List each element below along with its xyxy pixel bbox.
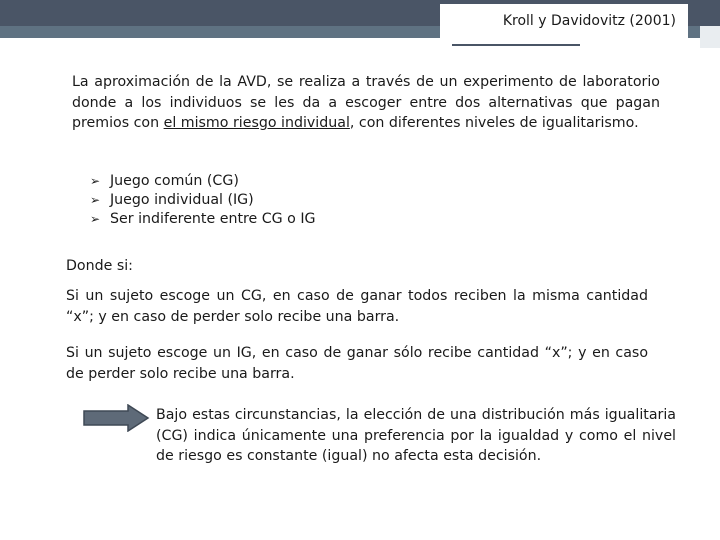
intro-paragraph [72,72,660,134]
options-list [90,172,316,229]
conclusion-paragraph: Bajo estas circunstancias, la elección de una distribución más igualitaria (CG) indica únicamente una preferencia por la igualdad y como el nivel de riesgo es constante (igual) no afecta esta decisión. [156,407,676,464]
intro-underlined-text: el mismo riesgo individual [163,115,350,131]
list-item [90,210,316,229]
donde-label: Donde si: [66,258,133,274]
cg-paragraph: Si un sujeto escoge un CG, en caso de ganar todos reciben la misma cantidad “x”; y en caso de perder solo recibe una barra. [66,288,648,325]
list-item [90,191,316,210]
arrow-bullet-icon: ➢ [90,212,101,226]
ig-paragraph: Si un sujeto escoge un IG, en caso de ganar sólo recibe cantidad “x”; y en caso de perder solo recibe una barra. [66,345,648,382]
page-title: Kroll y Davidovitz (2001) [502,13,676,29]
arrow-bullet-icon: ➢ [90,193,101,207]
header-corner-block [700,26,720,48]
intro-text-after: , con diferentes niveles de igualitarismo. [349,115,639,131]
list-item-label: Ser indiferente entre CG o IG [110,211,316,227]
list-item-label: Juego común (CG) [110,173,239,189]
arrow-bullet-icon: ➢ [90,174,101,188]
right-arrow-icon [82,404,150,432]
intro-text-before: La aproximación de la AVD, se realiza a través de un experimento de laboratorio donde a los individuos se les da a escoger entre dos alternativas que pagan premios con [72,74,660,131]
list-item [90,172,316,191]
list-item-label: Juego individual (IG) [110,192,254,208]
title-underline-rule [452,44,580,46]
